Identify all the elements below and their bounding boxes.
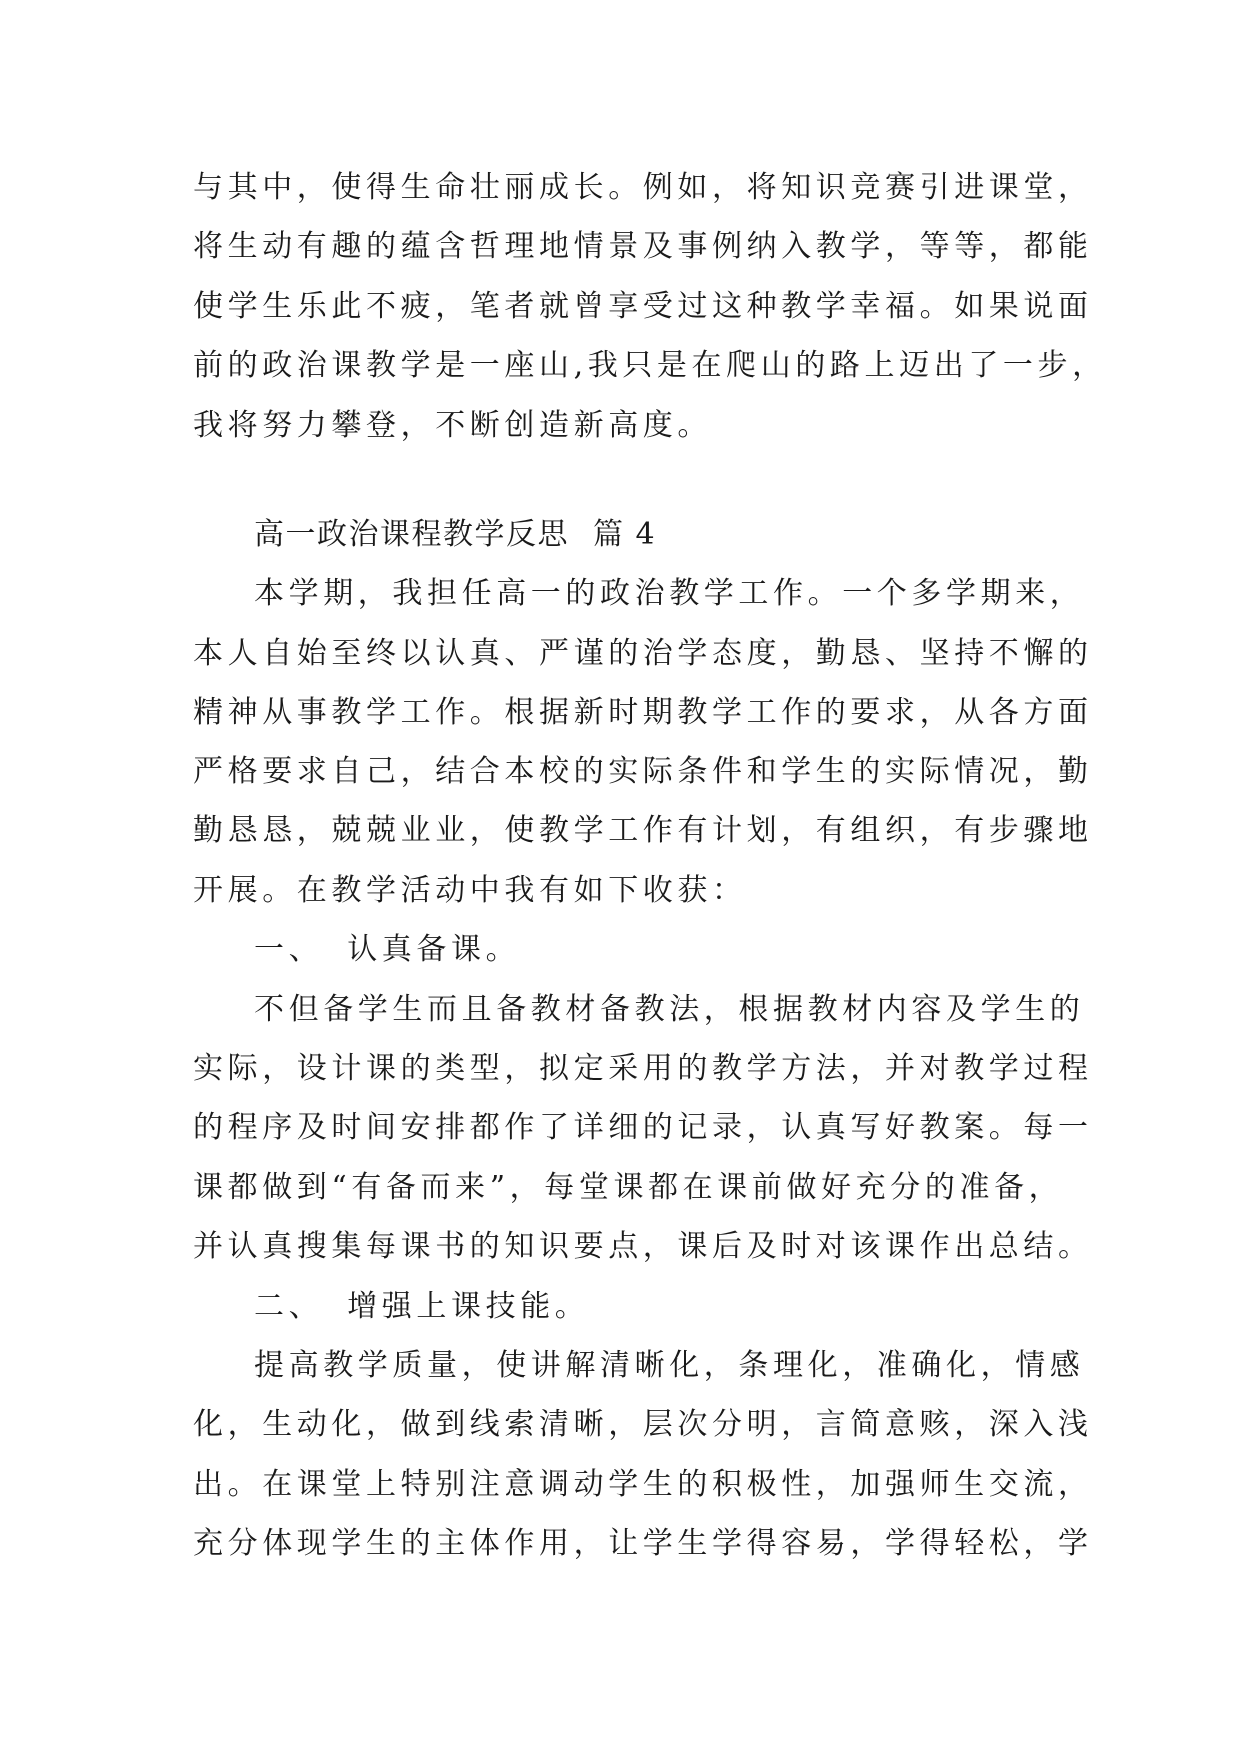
paragraph1-line-3: 精神从事教学工作。根据新时期教学工作的要求，从各方面 xyxy=(193,695,1093,730)
paragraph2-line-4: 课都做到“有备而来”，每堂课都在课前做好充分的准备， xyxy=(193,1170,1064,1205)
paragraph1-line-6: 开展。在教学活动中我有如下收获： xyxy=(193,873,747,908)
paragraph3-line-2: 化，生动化，做到线索清晰，层次分明，言简意赅，深入浅 xyxy=(193,1407,1093,1442)
section-title: 高一政治课程教学反思 xyxy=(254,517,569,552)
paragraph3-line-1: 提高教学质量，使讲解清晰化，条理化，准确化，情感 xyxy=(254,1348,1085,1383)
section-heading xyxy=(254,515,1134,555)
paragraph1-line-5: 勤恳恳，兢兢业业，使教学工作有计划，有组织，有步骤地 xyxy=(193,813,1093,848)
paragraph3-line-4: 充分体现学生的主体作用，让学生学得容易，学得轻松，学 xyxy=(193,1526,1093,1561)
item1-heading xyxy=(254,930,1134,970)
section-label: 篇 4 xyxy=(593,517,657,552)
paragraph2-line-3: 的程序及时间安排都作了详细的记录，认真写好教案。每一 xyxy=(193,1110,1093,1145)
intro-line-2: 将生动有趣的蕴含哲理地情景及事例纳入教学，等等，都能 xyxy=(193,229,1093,264)
paragraph1-line-1: 本学期，我担任高一的政治教学工作。一个多学期来， xyxy=(254,576,1085,611)
item1-number: 一、 xyxy=(254,932,324,967)
intro-line-5: 我将努力攀登，不断创造新高度。 xyxy=(193,408,712,443)
paragraph1-line-4: 严格要求自己，结合本校的实际条件和学生的实际情况，勤 xyxy=(193,754,1093,789)
intro-line-4: 前的政治课教学是一座山,我只是在爬山的路上迈出了一步， xyxy=(193,348,1107,383)
item2-heading xyxy=(254,1287,1134,1327)
item2-title: 增强上课技能。 xyxy=(347,1289,590,1324)
intro-line-1: 与其中，使得生命壮丽成长。例如，将知识竞赛引进课堂， xyxy=(193,170,1093,205)
intro-line-3: 使学生乐此不疲，笔者就曾享受过这种教学幸福。如果说面 xyxy=(193,289,1093,324)
paragraph2-line-5: 并认真搜集每课书的知识要点，课后及时对该课作出总结。 xyxy=(193,1229,1093,1264)
paragraph1-line-2: 本人自始至终以认真、严谨的治学态度，勤恳、坚持不懈的 xyxy=(193,636,1093,671)
paragraph2-line-2: 实际，设计课的类型，拟定采用的教学方法，并对教学过程 xyxy=(193,1051,1093,1086)
item1-title: 认真备课。 xyxy=(347,932,521,967)
paragraph3-line-3: 出。在课堂上特别注意调动学生的积极性，加强师生交流， xyxy=(193,1467,1093,1502)
item2-number: 二、 xyxy=(254,1289,324,1324)
paragraph2-line-1: 不但备学生而且备教材备教法，根据教材内容及学生的 xyxy=(254,992,1085,1027)
